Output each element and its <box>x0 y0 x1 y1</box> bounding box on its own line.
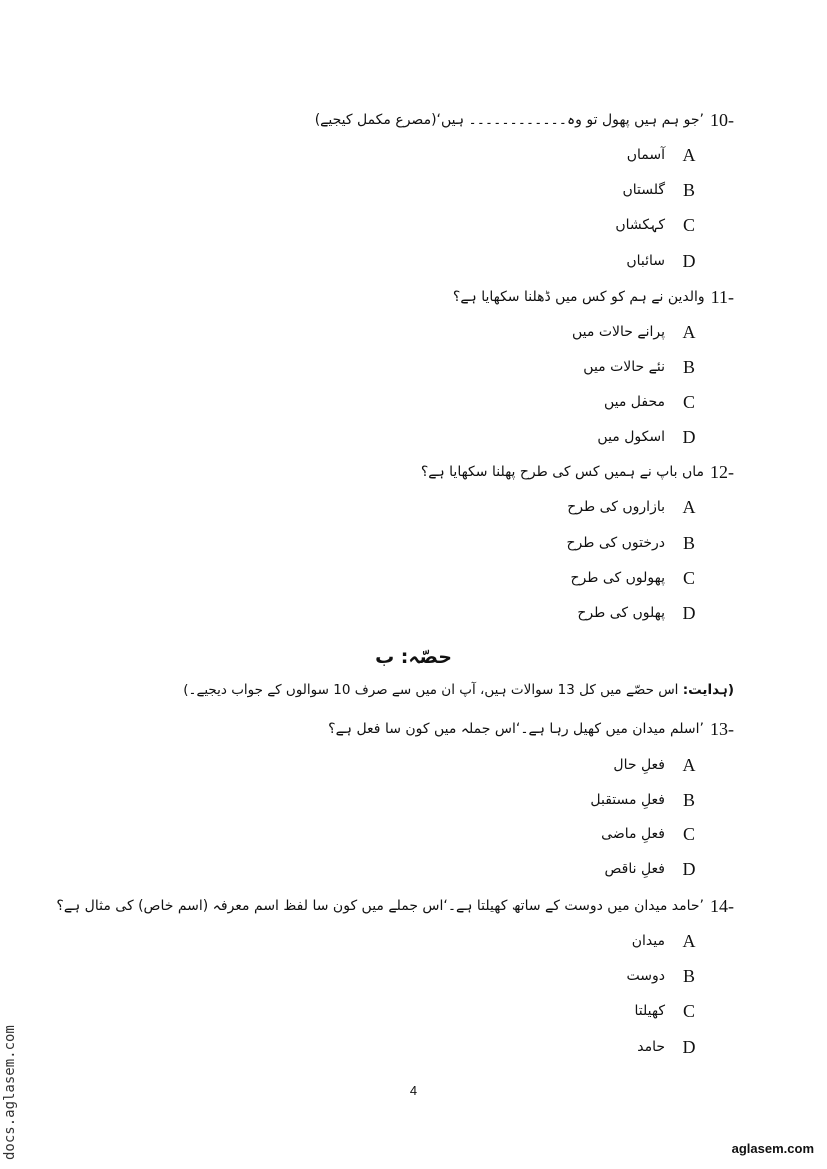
option-text: آسماں <box>626 147 665 163</box>
question-number: 11- <box>710 286 734 307</box>
option-text: نئے حالات میں <box>583 359 665 375</box>
option-text: کھیلتا <box>634 1003 665 1019</box>
option-letter: D <box>682 250 696 271</box>
question-text: ’جو ہم ہیں پھول تو وہ۔۔۔۔۔۔۔۔۔۔۔۔ ہیں‘(مصرع مکمل کیجیے) <box>314 112 704 128</box>
option-letter: D <box>682 858 696 879</box>
option-letter: D <box>682 426 696 447</box>
option-14-a[interactable] <box>632 929 697 953</box>
option-letter: B <box>682 965 695 986</box>
option-text: فعلِ ناقص <box>604 861 665 877</box>
question-10 <box>315 108 734 132</box>
option-text: پرانے حالات میں <box>572 324 665 340</box>
option-text: درختوں کی طرح <box>566 535 665 551</box>
question-12 <box>421 460 734 484</box>
question-number: 13- <box>710 718 734 739</box>
option-14-c[interactable] <box>635 999 697 1023</box>
option-text: گلستاں <box>622 182 665 198</box>
option-11-c[interactable] <box>604 390 697 414</box>
option-10-a[interactable] <box>627 143 697 167</box>
question-number: 10- <box>710 109 734 130</box>
option-text: پھلوں کی طرح <box>577 605 665 621</box>
section-title: حصّہ: ب <box>375 646 452 668</box>
option-text: میدان <box>631 933 665 949</box>
option-10-b[interactable] <box>622 178 697 202</box>
option-text: اسکول میں <box>597 429 665 445</box>
option-letter: B <box>682 532 695 553</box>
question-text: ’حامد میدان میں دوست کے ساتھ کھیلتا ہے۔‘اس جملے میں کون سا لفظ اسم معرفہ (اسم خاص) کی مثال ہے؟ <box>56 898 704 914</box>
option-letter: C <box>682 214 695 235</box>
option-text: کہکشاں <box>615 217 665 233</box>
option-11-b[interactable] <box>583 355 697 379</box>
option-12-d[interactable] <box>577 601 697 625</box>
option-letter: A <box>682 496 696 517</box>
option-text: فعلِ حال <box>613 757 665 773</box>
option-text: پھولوں کی طرح <box>570 570 665 586</box>
option-12-a[interactable] <box>567 495 697 519</box>
question-text: ماں باپ نے ہمیں کس کی طرح پھلنا سکھایا ہے؟ <box>420 464 704 480</box>
question-14 <box>56 894 734 918</box>
side-watermark: docs.aglasem.com <box>2 1025 18 1160</box>
option-text: بازاروں کی طرح <box>567 499 665 515</box>
question-11 <box>453 285 734 309</box>
option-13-c[interactable] <box>601 822 697 846</box>
option-letter: C <box>682 823 695 844</box>
option-13-b[interactable] <box>590 788 697 812</box>
option-letter: A <box>682 144 696 165</box>
option-letter: B <box>682 179 695 200</box>
option-11-d[interactable] <box>597 425 697 449</box>
option-letter: C <box>682 391 695 412</box>
option-10-c[interactable] <box>615 213 697 237</box>
option-text: حامد <box>637 1039 665 1055</box>
option-letter: A <box>682 754 696 775</box>
option-letter: D <box>682 602 696 623</box>
option-text: دوست <box>626 968 665 984</box>
option-text: محفل میں <box>603 394 665 410</box>
option-text: فعلِ مستقبل <box>590 792 665 808</box>
question-text: ’اسلم میدان میں کھیل رہا ہے۔‘اس جملہ میں کون سا فعل ہے؟ <box>328 721 704 737</box>
option-13-d[interactable] <box>604 857 697 881</box>
option-letter: C <box>682 1000 695 1021</box>
option-text: سائباں <box>626 253 665 269</box>
instruction-text: اس حصّے میں کل 13 سوالات ہیں، آپ ان میں سے صرف 10 سوالوں کے جواب دیجیے۔) <box>183 682 679 698</box>
question-text: والدین نے ہم کو کس میں ڈھلنا سکھایا ہے؟ <box>452 289 705 305</box>
option-14-d[interactable] <box>637 1035 697 1059</box>
option-letter: B <box>682 789 695 810</box>
instruction-label: (ہدایت: <box>682 682 734 698</box>
option-text: فعلِ ماضی <box>601 826 665 842</box>
option-12-c[interactable] <box>571 566 698 590</box>
option-letter: D <box>682 1036 696 1057</box>
question-number: 12- <box>710 461 734 482</box>
option-13-a[interactable] <box>613 753 697 777</box>
option-letter: C <box>682 567 695 588</box>
option-12-b[interactable] <box>566 531 697 555</box>
option-letter: A <box>682 321 696 342</box>
corner-watermark: aglasem.com <box>731 1141 814 1156</box>
section-instruction <box>94 682 734 698</box>
question-13 <box>328 717 734 741</box>
option-letter: B <box>682 356 695 377</box>
question-number: 14- <box>710 895 734 916</box>
page-number: 4 <box>409 1083 418 1098</box>
option-10-d[interactable] <box>626 249 697 273</box>
option-14-b[interactable] <box>627 964 697 988</box>
option-11-a[interactable] <box>572 320 697 344</box>
option-letter: A <box>682 930 696 951</box>
